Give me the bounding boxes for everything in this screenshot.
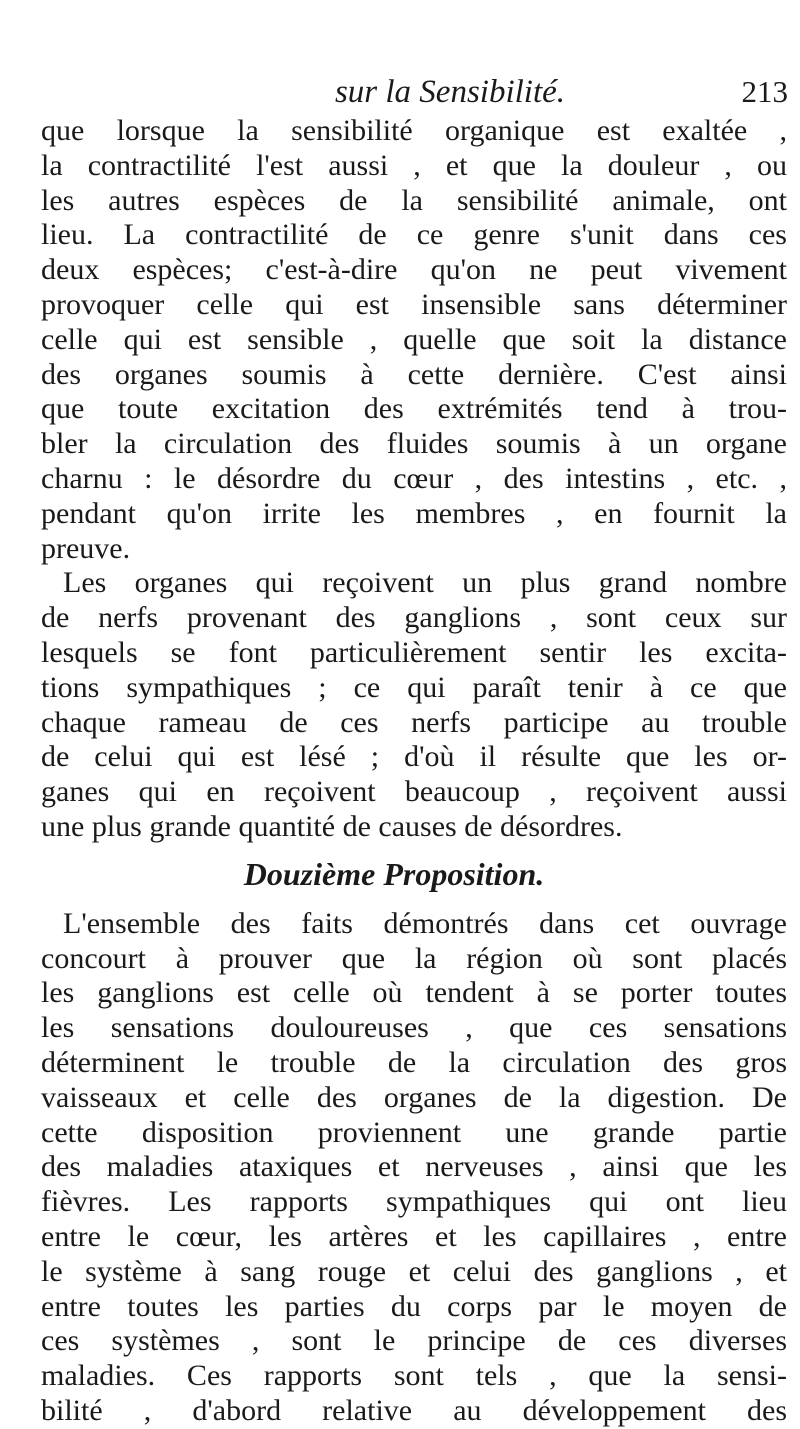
text-line: lieu. La contractilité de ce genre s'unit dans ces <box>41 218 787 252</box>
text-line: provoquer celle qui est insensible sans déterminer <box>41 287 787 321</box>
text-line: les sensations douloureuses , que ces sensations <box>41 1011 787 1045</box>
text-line: Les organes qui reçoivent un plus grand nombre <box>63 566 787 600</box>
running-head <box>110 72 790 112</box>
text-line: preuve. <box>41 531 131 565</box>
text-line: deux espèces; c'est-à-dire qu'on ne peut vivement <box>41 253 787 287</box>
text-line: tions sympathiques ; ce qui paraît tenir à ce que <box>41 670 787 704</box>
text-line: fièvres. Les rapports sympathiques qui ont lieu <box>41 1185 787 1219</box>
text-line: ces systèmes , sont le principe de ces diverses <box>41 1324 787 1358</box>
text-line: maladies. Ces rapports sont tels , que la sensi- <box>41 1359 787 1393</box>
text-line: des organes soumis à cette dernière. C'est ainsi <box>41 357 787 391</box>
text-line: des maladies ataxiques et nerveuses , ainsi que les <box>41 1150 787 1184</box>
text-line: L'ensemble des faits démontrés dans cet ouvrage <box>63 906 787 940</box>
page-number: 213 <box>741 74 788 109</box>
paragraph-2 <box>41 566 787 844</box>
text-line: pendant qu'on irrite les membres , en fournit la <box>41 496 787 530</box>
text-line: que toute excitation des extrémités tend à trou- <box>41 392 787 426</box>
text-line: entre toutes les parties du corps par le moyen de <box>41 1289 787 1323</box>
text-line: la contractilité l'est aussi , et que la douleur , ou <box>41 148 787 182</box>
text-line: que lorsque la sensibilité organique est exaltée , <box>41 114 787 147</box>
text-line: bler la circulation des fluides soumis à un organe <box>41 427 787 461</box>
text-line: lesquels se font particulièrement sentir les excita- <box>41 635 787 669</box>
text-line: cette disposition proviennent une grande partie <box>41 1115 787 1149</box>
section-heading: Douzième Proposition. <box>243 855 545 892</box>
text-line: de nerfs provenant des ganglions , sont ceux sur <box>41 601 787 635</box>
text-line: celle qui est sensible , quelle que soit la distance <box>41 322 787 356</box>
text-line: les autres espèces de la sensibilité animale, ont <box>41 183 787 217</box>
text-line: bilité , d'abord relative au développement des <box>41 1393 787 1427</box>
body-text <box>41 114 787 1429</box>
text-line: vaisseaux et celle des organes de la digestion. De <box>41 1080 787 1114</box>
text-line: concourt à prouver que la région où sont placés <box>41 941 787 975</box>
text-line: de celui qui est lésé ; d'où il résulte que les or- <box>41 740 787 774</box>
paragraph-1 <box>41 114 787 566</box>
text-line: charnu : le désordre du cœur , des intestins , etc. , <box>41 461 787 495</box>
running-title: sur la Sensibilité. <box>334 74 566 110</box>
paragraph-3 <box>41 907 787 1429</box>
text-line: déterminent le trouble de la circulation des gros <box>41 1045 787 1079</box>
text-line: ganes qui en reçoivent beaucoup , reçoivent aussi <box>41 775 787 809</box>
text-line: chaque rameau de ces nerfs participe au trouble <box>41 705 787 739</box>
text-line: le système à sang rouge et celui des ganglions , et <box>41 1254 787 1288</box>
text-line: entre le cœur, les artères et les capillaires , entre <box>41 1219 787 1253</box>
text-line: les ganglions est celle où tendent à se porter toutes <box>41 976 787 1010</box>
text-line: une plus grande quantité de causes de désordres. <box>41 809 623 843</box>
